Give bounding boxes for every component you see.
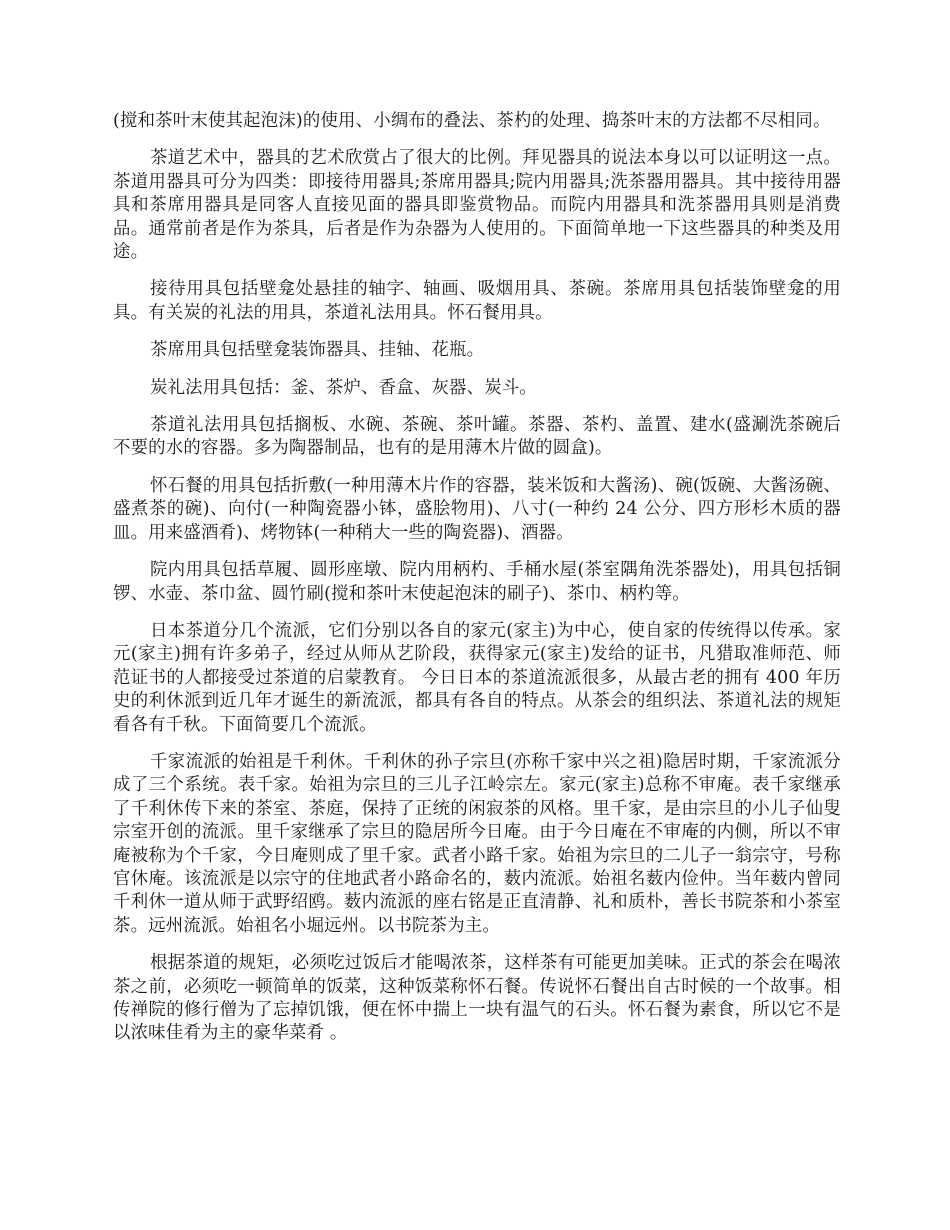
- paragraph: (搅和茶叶末使其起泡沫)的使用、小绸布的叠法、茶杓的处理、捣茶叶末的方法都不尽相同。: [113, 111, 831, 131]
- paragraph: 日本茶道分几个流派，它们分别以各自的家元(家主)为中心，使自家的传统得以传承。家元(家主)拥有许多弟子，经过从师从艺阶段，获得家元(家主)发给的证书，凡猎取准师范、师范证书的人都接受过茶道的启蒙教育。 今日日本的茶道流派很多，从最古老的拥有 400 年历史的利休派到近几年才诞生的新流派，都具有各自的特点。从茶会的组织法、茶道礼法的规矩看各有千秋。下面简要几个流派。: [113, 620, 841, 735]
- paragraph: 茶道礼法用具包括搁板、水碗、茶碗、茶叶罐。茶器、茶杓、盖置、建水(盛涮洗茶碗后不要的水的容器。多为陶器制品，也有的是用薄木片做的圆盒)。: [113, 415, 841, 459]
- paragraph: 炭礼法用具包括：釜、茶炉、香盒、灰器、炭斗。: [150, 377, 537, 398]
- paragraph: 院内用具包括草履、圆形座墩、院内用柄杓、手桶水屋(茶室隅角洗茶器处)，用具包括铜锣、水壶、茶巾盆、圆竹刷(搅和茶叶末使起泡沫的刷子)、茶巾、柄杓等。: [113, 560, 841, 604]
- document-body: [113, 110, 841, 1060]
- paragraph: 茶道艺术中，器具的艺术欣赏占了很大的比例。拜见器具的说法本身以可以证明这一点。茶道用器具可分为四类：即接待用器具;茶席用器具;院内用器具;洗茶器用器具。其中接待用器具和茶席用器具是同客人直接见面的器具即鉴赏物品。而院内用器具和洗茶器用具则是消费品。通常前者是作为茶具，后者是作为杂器为人使用的。下面简单地一下这些器具的种类及用途。: [113, 148, 841, 263]
- paragraph: 怀石餐的用具包括折敷(一种用薄木片作的容器，装米饭和大酱汤)、碗(饭碗、大酱汤碗、盛煮茶的碗)、向付(一种陶瓷器小钵，盛脍物用)、八寸(一种约 24 公分、四方形杉木质的器皿。用来盛酒肴)、烤物钵(一种稍大一些的陶瓷器)、酒器。: [113, 475, 841, 543]
- paragraph: 茶席用具包括壁龛装饰器具、挂轴、花瓶。: [150, 340, 485, 361]
- paragraph: 千家流派的始祖是千利休。千利休的孙子宗旦(亦称千家中兴之祖)隐居时期，千家流派分成了三个系统。表千家。始祖为宗旦的三儿子江岭宗左。家元(家主)总称不审庵。表千家继承了千利休传下来的茶室、茶庭，保持了正统的闲寂茶的风格。里千家，是由宗旦的小儿子仙叟宗室开创的流派。里千家继承了宗旦的隐居所今日庵。由于今日庵在不审庵的内侧，所以不审庵被称为个千家，今日庵则成了里千家。武者小路千家。始祖为宗旦的二儿子一翁宗守，号称官休庵。该流派是以宗守的住地武者小路命名的，薮内流派。始祖名薮内俭仲。当年薮内曾同千利休一道从师于武野绍鸥。薮内流派的座右铭是正直清静、礼和质朴，善长书院茶和小茶室茶。远州流派。始祖名小堀远州。以书院茶为主。: [113, 751, 841, 936]
- paragraph: 接待用具包括壁龛处悬挂的轴字、轴画、吸烟用具、茶碗。茶席用具包括装饰壁龛的用具。有关炭的礼法的用具，茶道礼法用具。怀石餐用具。: [113, 279, 841, 323]
- paragraph: 根据茶道的规矩，必须吃过饭后才能喝浓茶，这样茶有可能更加美味。正式的茶会在喝浓茶之前，必须吃一顿简单的饭菜，这种饭菜称怀石餐。传说怀石餐出自古时候的一个故事。相传禅院的修行僧为了忘掉饥饿，便在怀中揣上一块有温气的石头。怀石餐为素食，所以它不是以浓味佳肴为主的豪华菜肴 。: [113, 953, 841, 1044]
